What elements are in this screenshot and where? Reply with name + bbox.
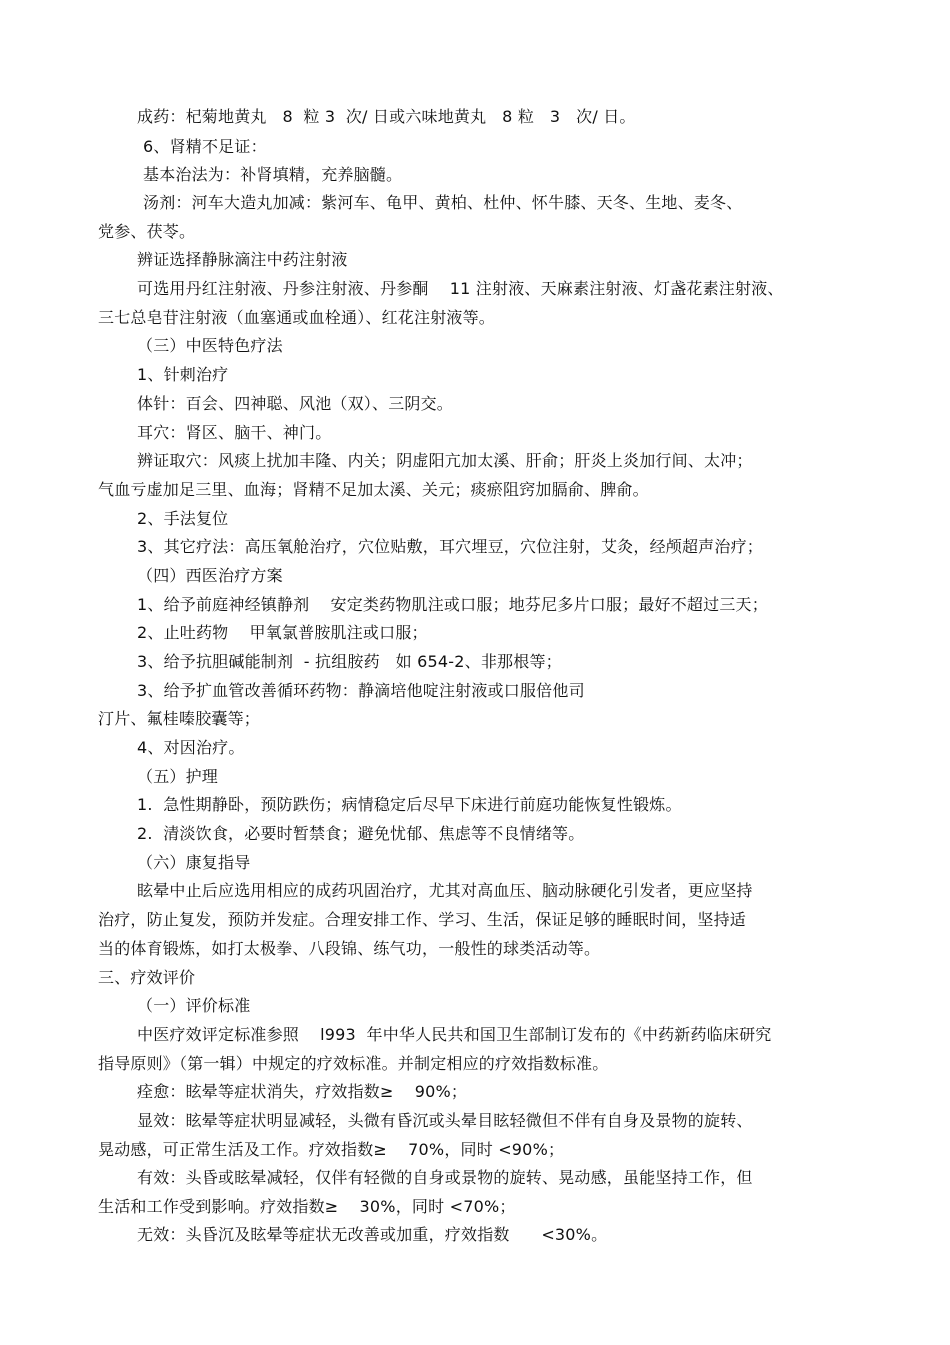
text-line: 3、给予扩血管改善循环药物：静滴培他啶注射液或口服倍他司 [137, 681, 585, 700]
text-line: 三七总皂苷注射液（血塞通或血栓通）、红花注射液等。 [98, 308, 496, 327]
text-line: 气血亏虚加足三里、血海；肾精不足加太溪、关元；痰瘀阻窍加膈俞、脾俞。 [98, 480, 649, 499]
text-line: 治疗，防止复发，预防并发症。合理安排工作、学习、生活，保证足够的睡眠时间，坚持适 [98, 910, 747, 929]
section-heading: 三、疗效评价 [98, 968, 196, 987]
text-line: 4、对因治疗。 [137, 738, 245, 757]
text-line: 3、其它疗法：高压氧舱治疗，穴位贴敷，耳穴埋豆，穴位注射，艾灸，经颅超声治疗； [137, 537, 763, 556]
section-heading: （四）西医治疗方案 [137, 566, 283, 585]
text-line: 有效：头昏或眩晕减轻，仅伴有轻微的自身或景物的旋转、晃动感，虽能坚持工作，但 [137, 1168, 753, 1187]
section-heading: 1、针刺治疗 [137, 365, 229, 384]
text-line: 辨证选择静脉滴注中药注射液 [137, 250, 348, 269]
section-heading: （一）评价标准 [137, 996, 251, 1015]
text-line: 基本治法为：补肾填精，充养脑髓。 [143, 165, 403, 184]
section-heading: （五）护理 [137, 767, 219, 786]
section-heading: 2、手法复位 [137, 509, 229, 528]
text-line: 汤剂：河车大造丸加减：紫河车、龟甲、黄柏、杜仲、怀牛膝、天冬、生地、麦冬、 [143, 193, 743, 212]
text-line: 生活和工作受到影响。疗效指数≥ 30%，同时 <70%； [98, 1197, 516, 1216]
text-line: 指导原则》（第一辑）中规定的疗效标准。并制定相应的疗效指数标准。 [98, 1054, 609, 1073]
text-line: 汀片、氟桂嗪胶囊等； [98, 709, 261, 728]
text-line: 耳穴：肾区、脑干、神门。 [137, 423, 332, 442]
text-line: 眩晕中止后应选用相应的成药巩固治疗，尤其对高血压、脑动脉硬化引发者，更应坚持 [137, 881, 753, 900]
text-line: 当的体育锻炼，如打太极拳、八段锦、练气功，一般性的球类活动等。 [98, 939, 601, 958]
text-line: 无效：头昏沉及眩晕等症状无改善或加重，疗效指数 <30%。 [137, 1225, 608, 1244]
text-line: 党参、茯苓。 [98, 222, 196, 241]
text-line: 晃动感，可正常生活及工作。疗效指数≥ 70%，同时 <90%； [98, 1140, 565, 1159]
text-line: 3、给予抗胆碱能制剂 - 抗组胺药 如 654-2、非那根等； [137, 652, 562, 671]
text-line: 成药：杞菊地黄丸 8 粒 3 次/ 日或六味地黄丸 8 粒 3 次/ 日。 [137, 107, 636, 126]
section-heading: 6、肾精不足证： [143, 137, 267, 156]
text-line: 可选用丹红注射液、丹参注射液、丹参酮 11 注射液、天麻素注射液、灯盏花素注射液、 [137, 279, 784, 298]
text-line: 体针：百会、四神聪、风池（双）、三阴交。 [137, 394, 454, 413]
text-line: 显效：眩晕等症状明显减轻，头微有昏沉或头晕目眩轻微但不伴有自身及景物的旋转、 [137, 1111, 753, 1130]
section-heading: （六）康复指导 [137, 853, 251, 872]
text-line: 2. 清淡饮食，必要时暂禁食；避免忧郁、焦虑等不良情绪等。 [137, 824, 585, 843]
text-line: 辨证取穴：风痰上扰加丰隆、内关；阴虚阳亢加太溪、肝俞；肝炎上炎加行间、太冲； [137, 451, 753, 470]
text-line: 1、给予前庭神经镇静剂 安定类药物肌注或口服；地芬尼多片口服；最好不超过三天； [137, 595, 768, 614]
text-line: 痊愈：眩晕等症状消失，疗效指数≥ 90%； [137, 1082, 468, 1101]
text-line: 2、止吐药物 甲氧氯普胺肌注或口服； [137, 623, 428, 642]
section-heading: （三）中医特色疗法 [137, 336, 283, 355]
text-line: 中医疗效评定标准参照 l993 年中华人民共和国卫生部制订发布的《中药新药临床研究 [137, 1025, 772, 1044]
text-line: 1. 急性期静卧，预防跌伤；病情稳定后尽早下床进行前庭功能恢复性锻炼。 [137, 795, 682, 814]
